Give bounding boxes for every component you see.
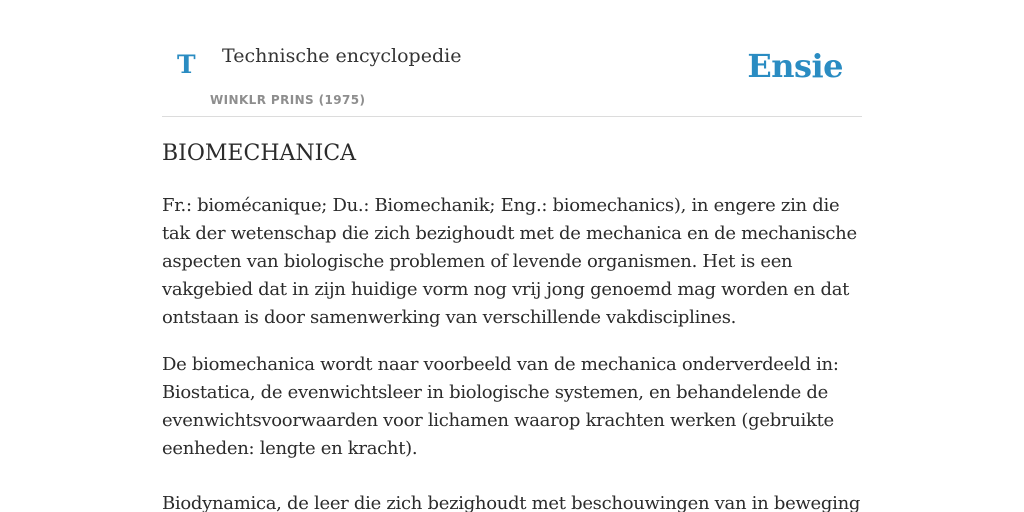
page-container <box>162 0 862 512</box>
book-logo-icon[interactable]: T <box>177 50 196 79</box>
entry-paragraph: De biomechanica wordt naar voorbeeld van de mechanica onderverdeeld in: Biostatica, de evenwichtsleer in biologische systemen, en behandelende de evenwichtsvoorwaarden voor lichamen waarop krachten werken (gebruikte eenheden: lengte en kracht). <box>162 354 839 459</box>
book-subtitle: WINKLR PRINS (1975) <box>210 93 366 107</box>
entry-paragraph: Biodynamica, de leer die zich bezighoudt met beschouwingen van in beweging <box>162 493 861 512</box>
book-title-link[interactable]: Technische encyclopedie <box>222 45 462 67</box>
header <box>162 0 862 117</box>
ensie-logo-link[interactable]: Ensie <box>747 47 843 85</box>
entry-paragraph: Fr.: biomécanique; Du.: Biomechanik; Eng.: biomechanics), in engere zin die tak der wetenschap die zich bezighoudt met de mechanica en de mechanische aspecten van biologische problemen of levende organismen. Het is een vakgebied dat in zijn huidige vorm nog vrij jong genoemd mag worden en dat ontstaan is door samenwerking van verschillende vakdisciplines. <box>162 195 857 328</box>
entry-title: BIOMECHANICA <box>162 141 357 166</box>
